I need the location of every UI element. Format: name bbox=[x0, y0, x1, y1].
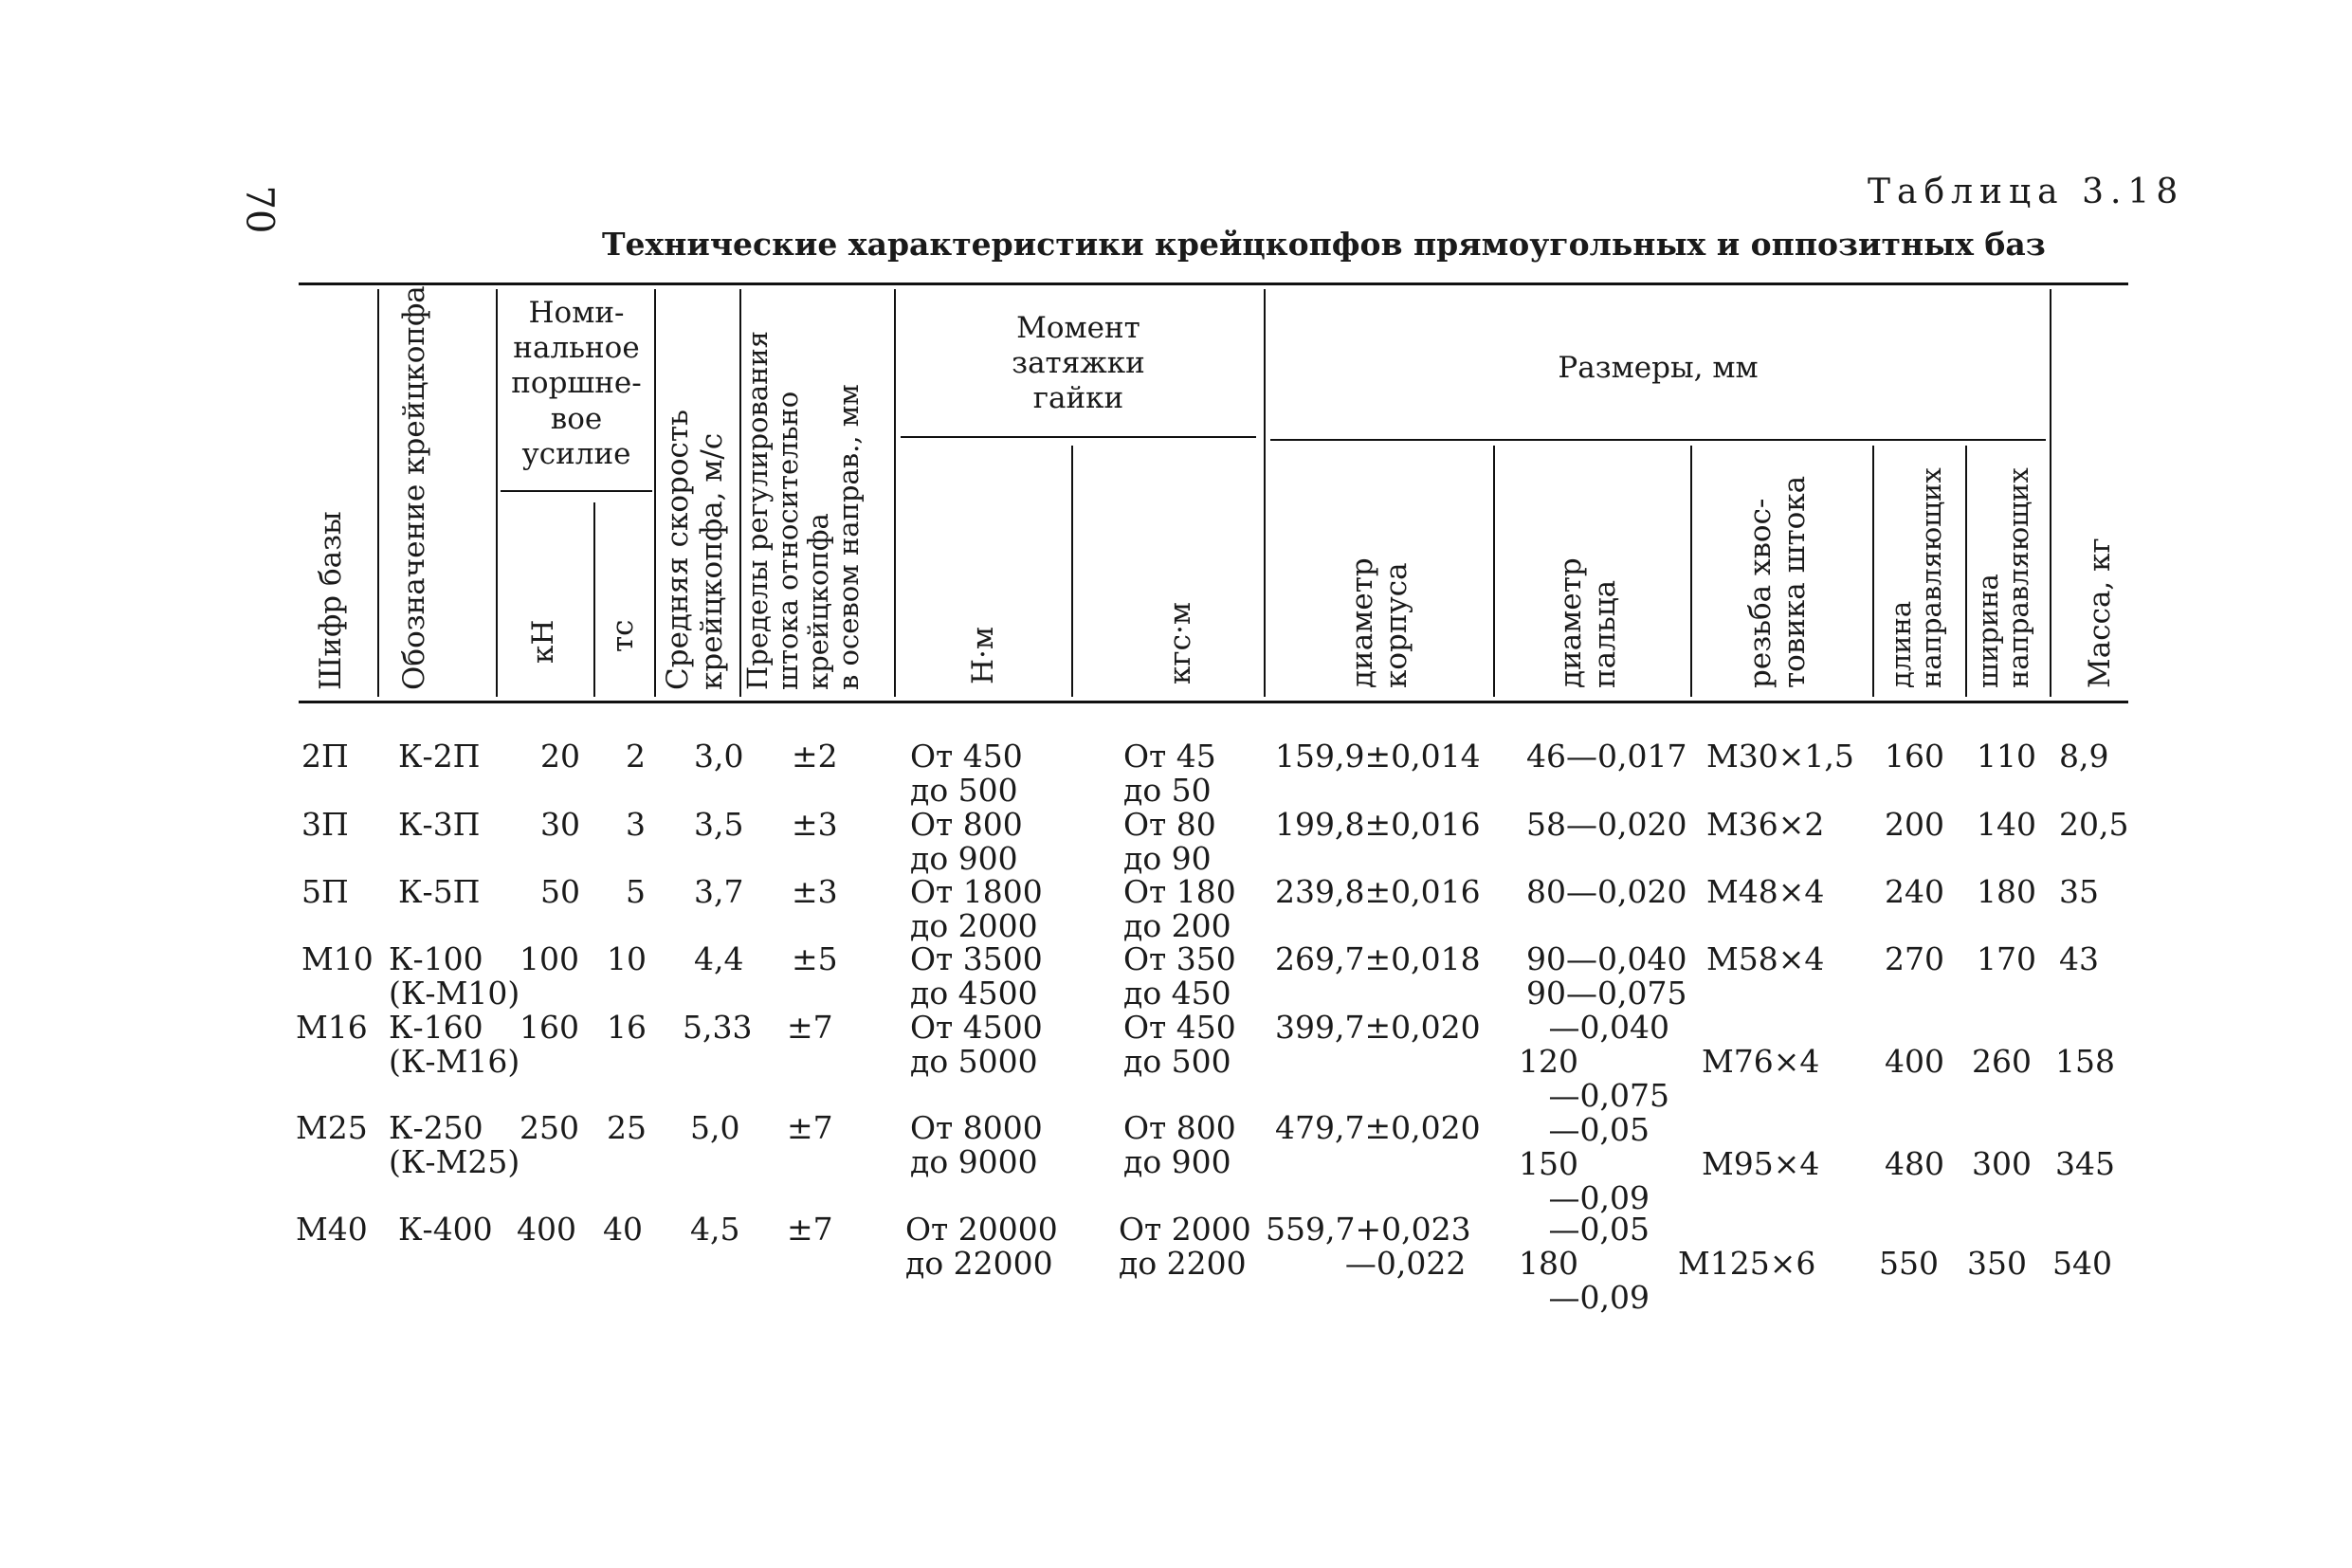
header-dim-thread: резьба хвос- товика штока bbox=[1743, 475, 1812, 688]
top-rule bbox=[299, 283, 2128, 285]
cell-torque-kgcm: От 800 до 900 bbox=[1123, 1109, 1236, 1180]
cell-thread: М76×4 bbox=[1702, 1043, 1820, 1080]
cell-torque-nm: От 3500 до 4500 bbox=[910, 940, 1043, 1012]
cell-code: 3П bbox=[301, 806, 349, 843]
header-dim-length: длина направляющих bbox=[1885, 467, 1947, 688]
header-speed: Средняя скорость крейцкопфа, м/с bbox=[661, 410, 729, 690]
header-dimensions: Размеры, мм bbox=[1558, 351, 1759, 385]
cell-designation: К-250 (К-М25) bbox=[389, 1109, 520, 1180]
torque-sub-rule bbox=[901, 436, 1256, 438]
cell-body-diameter: 479,7±0,020 bbox=[1275, 1109, 1481, 1146]
cell-torque-nm: От 800 до 900 bbox=[910, 806, 1023, 877]
cell-designation: К-3П bbox=[398, 806, 481, 843]
cell-speed: 5,0 bbox=[690, 1109, 740, 1146]
cell-designation: К-160 (К-М16) bbox=[389, 1009, 520, 1080]
cell-torque-kgcm: От 2000 до 2200 bbox=[1119, 1211, 1251, 1282]
cell-force-kn: 250 bbox=[520, 1109, 579, 1146]
cell-force-tc: 40 bbox=[603, 1211, 643, 1248]
cell-speed: 4,4 bbox=[694, 940, 744, 977]
cell-code: 2П bbox=[301, 738, 349, 775]
cell-mass: 8,9 bbox=[2059, 738, 2109, 775]
cell-force-kn: 160 bbox=[520, 1009, 579, 1046]
cell-designation: К-5П bbox=[398, 873, 481, 910]
header-torque: Момент затяжки гайки bbox=[1012, 311, 1145, 416]
cell-thread: М48×4 bbox=[1706, 873, 1825, 910]
cell-body-diameter: 399,7±0,020 bbox=[1275, 1009, 1481, 1046]
cell-code: М25 bbox=[296, 1109, 368, 1146]
cell-thread: М125×6 bbox=[1678, 1245, 1816, 1282]
cell-thread: М95×4 bbox=[1702, 1145, 1820, 1182]
cell-limits: ±7 bbox=[787, 1109, 833, 1146]
dims-sub-rule bbox=[1270, 439, 2046, 441]
cell-limits: ±2 bbox=[792, 738, 838, 775]
cell-mass: 43 bbox=[2059, 940, 2099, 977]
cell-guide-width: 110 bbox=[1977, 738, 2036, 775]
cell-guide-length: 400 bbox=[1885, 1043, 1944, 1080]
cell-torque-nm: От 4500 до 5000 bbox=[910, 1009, 1043, 1080]
cell-speed: 3,0 bbox=[694, 738, 744, 775]
cell-guide-length: 160 bbox=[1885, 738, 1944, 775]
cell-pin-diameter: 58—0,020 bbox=[1526, 806, 1687, 843]
header-dim-pin: диаметр пальца bbox=[1554, 557, 1622, 688]
cell-force-kn: 30 bbox=[540, 806, 580, 843]
cell-limits: ±3 bbox=[792, 806, 838, 843]
cell-body-diameter: 199,8±0,016 bbox=[1275, 806, 1481, 843]
cell-guide-length: 550 bbox=[1879, 1245, 1939, 1282]
cell-force-tc: 5 bbox=[626, 873, 646, 910]
cell-pin-diameter: 80—0,020 bbox=[1526, 873, 1687, 910]
cell-speed: 5,33 bbox=[683, 1009, 753, 1046]
cell-force-kn: 50 bbox=[540, 873, 580, 910]
header-mass: Масса, кг bbox=[2083, 538, 2117, 688]
cell-code: М16 bbox=[296, 1009, 368, 1046]
cell-code: 5П bbox=[301, 873, 349, 910]
cell-force-tc: 2 bbox=[626, 738, 646, 775]
header-force: Номи- нальное поршне- вое усилие bbox=[511, 296, 642, 471]
cell-body-diameter: 239,8±0,016 bbox=[1275, 873, 1481, 910]
cell-torque-kgcm: От 450 до 500 bbox=[1123, 1009, 1236, 1080]
cell-torque-nm: От 1800 до 2000 bbox=[910, 873, 1043, 944]
header-rule bbox=[299, 701, 2128, 703]
cell-pin-diameter: 46—0,017 bbox=[1526, 738, 1687, 775]
table-label: Таблица 3.18 bbox=[1868, 173, 2185, 211]
cell-limits: ±5 bbox=[792, 940, 838, 977]
cell-guide-width: 300 bbox=[1972, 1145, 2032, 1182]
cell-pin-diameter: 90—0,040 90—0,075 bbox=[1526, 940, 1687, 1012]
cell-pin-diameter: —0,05 180 —0,09 bbox=[1519, 1211, 1650, 1316]
cell-body-diameter: 269,7±0,018 bbox=[1275, 940, 1481, 977]
cell-force-tc: 16 bbox=[607, 1009, 647, 1046]
cell-force-kn: 20 bbox=[540, 738, 580, 775]
header-dim-body: диаметр корпуса bbox=[1345, 557, 1413, 688]
cell-torque-nm: От 20000 до 22000 bbox=[905, 1211, 1058, 1282]
header-base-code: Шифр базы bbox=[314, 511, 348, 690]
header-designation: Обозначение крейцкопфа bbox=[397, 285, 431, 690]
cell-guide-width: 350 bbox=[1967, 1245, 2027, 1282]
cell-mass: 35 bbox=[2059, 873, 2099, 910]
header-dim-width: ширина направляющих bbox=[1972, 467, 2034, 688]
cell-torque-kgcm: От 45 до 50 bbox=[1123, 738, 1216, 809]
cell-guide-length: 200 bbox=[1885, 806, 1944, 843]
table-title: Технические характеристики крейцкопфов прямоугольных и оппозитных баз bbox=[602, 226, 2046, 263]
cell-designation: К-400 bbox=[398, 1211, 493, 1248]
cell-force-tc: 25 bbox=[607, 1109, 647, 1146]
cell-limits: ±3 bbox=[792, 873, 838, 910]
cell-pin-diameter: —0,040 120 —0,075 bbox=[1519, 1009, 1669, 1114]
cell-speed: 3,7 bbox=[694, 873, 744, 910]
cell-mass: 345 bbox=[2055, 1145, 2115, 1182]
cell-guide-width: 170 bbox=[1977, 940, 2036, 977]
cell-code: М40 bbox=[296, 1211, 368, 1248]
header-force-tc: тс bbox=[606, 619, 640, 652]
cell-torque-kgcm: От 180 до 200 bbox=[1123, 873, 1236, 944]
page-number: 70 bbox=[237, 185, 282, 234]
cell-mass: 20,5 bbox=[2059, 806, 2129, 843]
cell-torque-kgcm: От 350 до 450 bbox=[1123, 940, 1236, 1012]
cell-force-tc: 3 bbox=[626, 806, 646, 843]
cell-speed: 3,5 bbox=[694, 806, 744, 843]
cell-mass: 158 bbox=[2055, 1043, 2115, 1080]
header-force-kn: кН bbox=[526, 619, 560, 664]
cell-pin-diameter: —0,05 150 —0,09 bbox=[1519, 1111, 1650, 1216]
cell-force-kn: 400 bbox=[517, 1211, 576, 1248]
cell-force-kn: 100 bbox=[520, 940, 579, 977]
cell-guide-length: 480 bbox=[1885, 1145, 1944, 1182]
cell-limits: ±7 bbox=[787, 1009, 833, 1046]
cell-torque-nm: От 8000 до 9000 bbox=[910, 1109, 1043, 1180]
cell-designation: К-2П bbox=[398, 738, 481, 775]
cell-guide-width: 140 bbox=[1977, 806, 2036, 843]
cell-designation: К-100 (К-М10) bbox=[389, 940, 520, 1012]
cell-code: М10 bbox=[301, 940, 374, 977]
cell-limits: ±7 bbox=[787, 1211, 833, 1248]
cell-guide-length: 240 bbox=[1885, 873, 1944, 910]
cell-guide-width: 180 bbox=[1977, 873, 2036, 910]
cell-torque-kgcm: От 80 до 90 bbox=[1123, 806, 1216, 877]
cell-thread: М30×1,5 bbox=[1706, 738, 1854, 775]
cell-guide-length: 270 bbox=[1885, 940, 1944, 977]
cell-thread: М36×2 bbox=[1706, 806, 1825, 843]
cell-mass: 540 bbox=[2052, 1245, 2112, 1282]
header-torque-nm: Н·м bbox=[966, 626, 1000, 684]
cell-guide-width: 260 bbox=[1972, 1043, 2032, 1080]
cell-thread: М58×4 bbox=[1706, 940, 1825, 977]
header-limits: Пределы регулирования штока относительно крейцкопфа в осевом направ., мм bbox=[741, 330, 865, 690]
cell-body-diameter: 559,7+0,023 —0,022 bbox=[1266, 1211, 1471, 1282]
cell-speed: 4,5 bbox=[690, 1211, 740, 1248]
header-torque-kgcm: кгс·м bbox=[1163, 602, 1197, 684]
cell-torque-nm: От 450 до 500 bbox=[910, 738, 1023, 809]
force-sub-rule bbox=[501, 490, 652, 492]
cell-force-tc: 10 bbox=[607, 940, 647, 977]
cell-body-diameter: 159,9±0,014 bbox=[1275, 738, 1481, 775]
